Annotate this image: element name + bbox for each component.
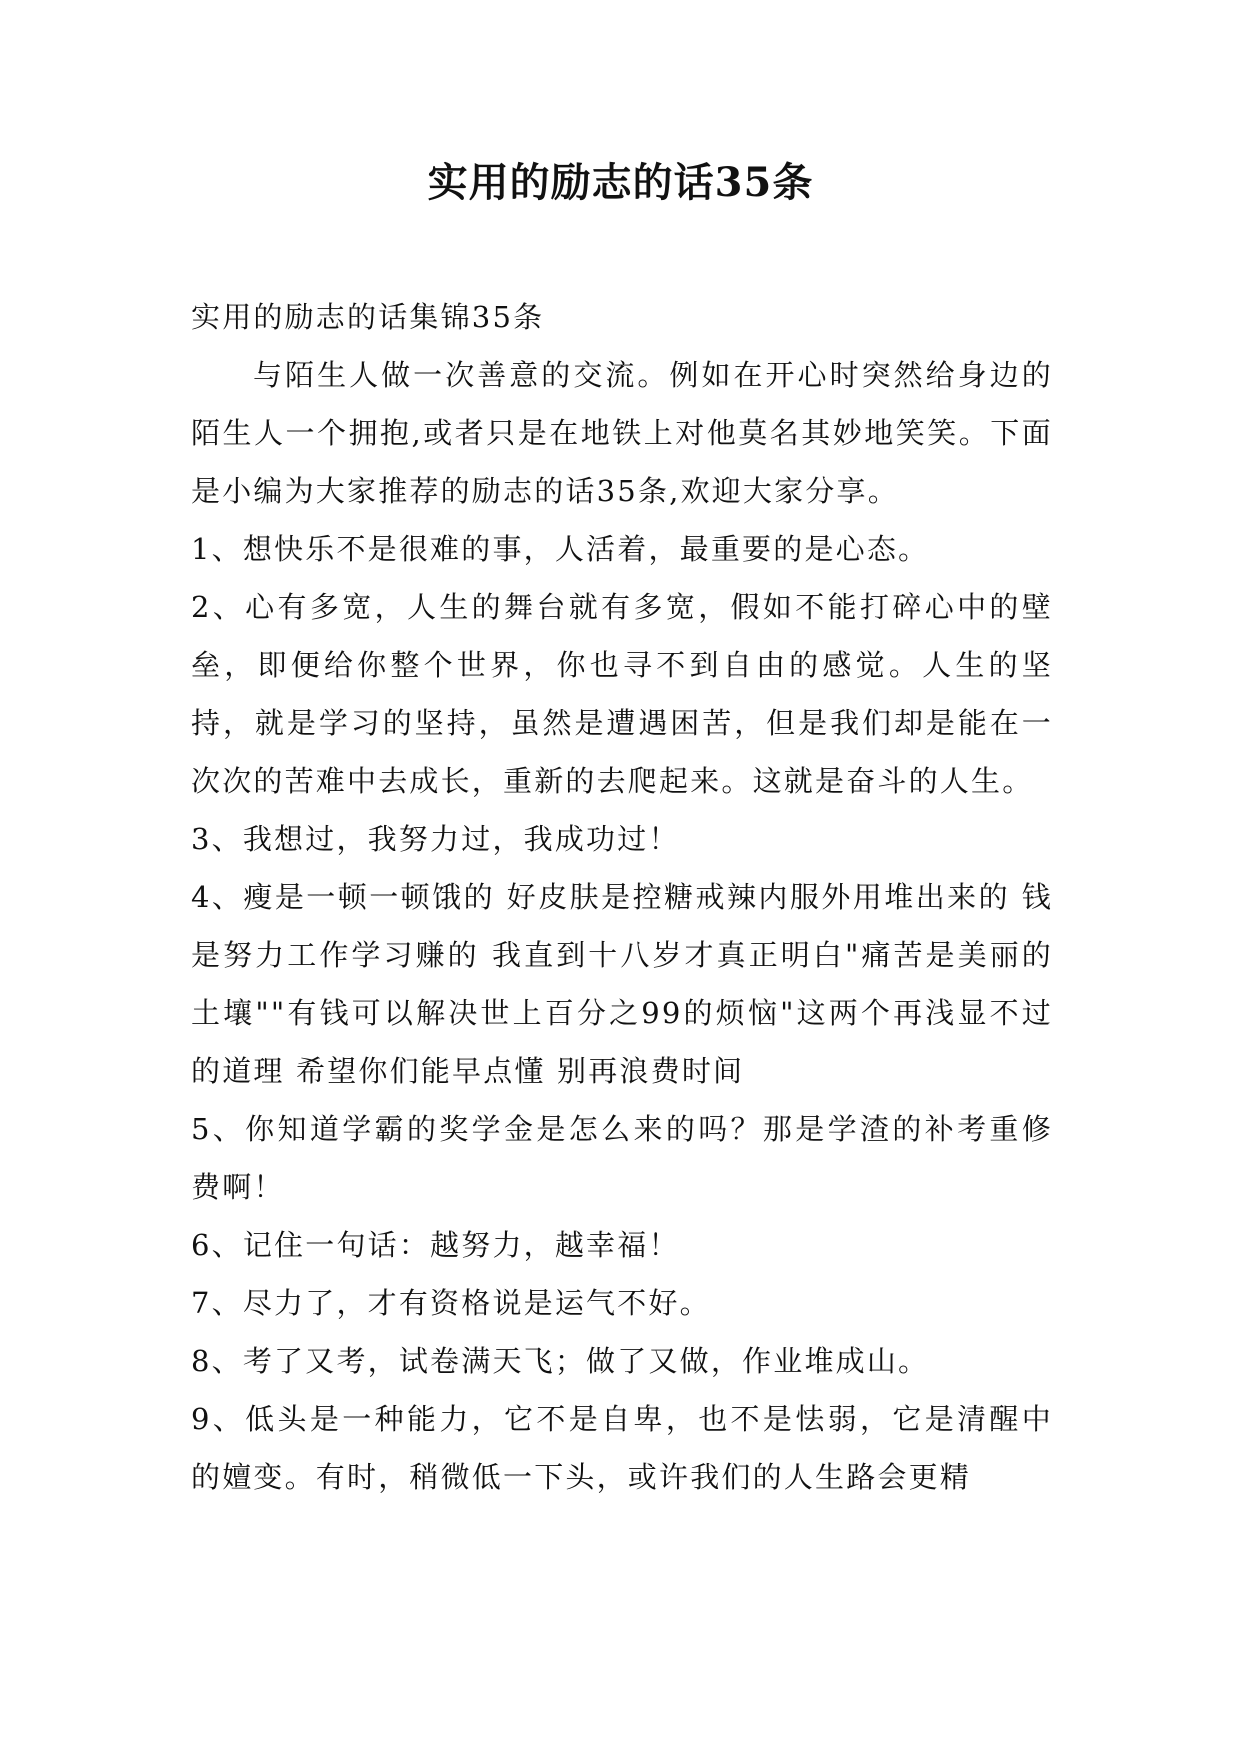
document-body <box>191 288 1053 1506</box>
document-subtitle: 实用的励志的话集锦35条 <box>191 300 545 334</box>
list-item-3: 3、我想过，我努力过，我成功过！ <box>191 822 680 856</box>
list-item-7: 7、尽力了，才有资格说是运气不好。 <box>191 1286 711 1320</box>
list-item-2: 2、心有多宽，人生的舞台就有多宽，假如不能打碎心中的壁垒，即便给你整个世界，你也寻不到自由的感觉。人生的坚持，就是学习的坚持，虽然是遭遇困苦，但是我们却是能在一次次的苦难中去成长，重新的去爬起来。这就是奋斗的人生。 <box>191 590 1053 798</box>
list-item-6: 6、记住一句话：越努力，越幸福！ <box>191 1228 680 1262</box>
list-item-9: 9、低头是一种能力，它不是自卑，也不是怯弱，它是清醒中的嬗变。有时，稍微低一下头，或许我们的人生路会更精 <box>191 1402 1053 1494</box>
list-item-5: 5、你知道学霸的奖学金是怎么来的吗？那是学渣的补考重修费啊！ <box>191 1112 1053 1204</box>
document-title: 实用的励志的话35条 <box>427 159 814 206</box>
list-item-4: 4、瘦是一顿一顿饿的 好皮肤是控糖戒辣内服外用堆出来的 钱是努力工作学习赚的 我直到十八岁才真正明白"痛苦是美丽的土壤""有钱可以解决世上百分之99的烦恼"这两个再浅显不过的道理 希望你们能早点懂 别再浪费时间 <box>191 880 1053 1088</box>
list-item-1: 1、想快乐不是很难的事，人活着，最重要的是心态。 <box>191 532 930 566</box>
intro-paragraph: 与陌生人做一次善意的交流。例如在开心时突然给身边的陌生人一个拥抱,或者只是在地铁上对他莫名其妙地笑笑。下面是小编为大家推荐的励志的话35条,欢迎大家分享。 <box>191 358 1053 508</box>
list-item-8: 8、考了又考，试卷满天飞；做了又做，作业堆成山。 <box>191 1344 930 1378</box>
